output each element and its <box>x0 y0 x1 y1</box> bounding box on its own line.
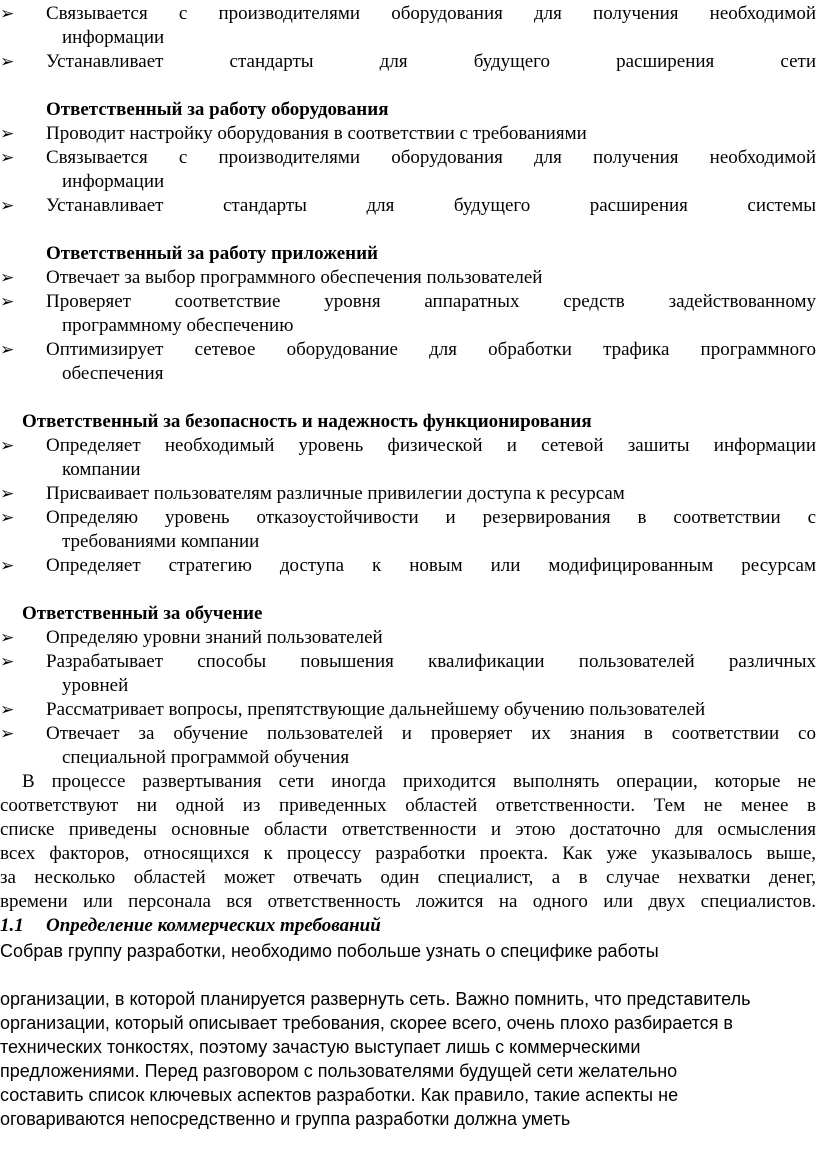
arrow-bullet-icon: ➢ <box>0 124 15 144</box>
arrow-bullet-icon: ➢ <box>0 556 15 576</box>
paragraph-line <box>0 1059 816 1083</box>
arrow-bullet-icon: ➢ <box>0 628 15 648</box>
paragraph-text: списке приведены основные области ответственности и этою достаточно для осмысления <box>0 819 816 840</box>
heading-text: Ответственный за безопасность и надежность функционирования <box>22 411 592 432</box>
list-item-text: Оптимизирует сетевое оборудование для обработки трафика программного <box>46 339 816 360</box>
paragraph-line <box>0 987 816 1011</box>
list-item-text: Устанавливает стандарты для будущего расширения сети <box>46 51 816 72</box>
paragraph-line <box>0 1107 816 1131</box>
list-item-text: уровней <box>62 675 129 696</box>
list-item <box>0 554 816 578</box>
list-item-continuation <box>0 746 816 770</box>
list-item-text: Определяю уровень отказоустойчивости и резервирования в соответствии с <box>46 507 816 528</box>
arrow-bullet-icon: ➢ <box>0 700 15 720</box>
paragraph-text: организации, который описывает требования, скорее всего, очень плохо разбирается в <box>0 1013 733 1033</box>
list-item-text: Разрабатывает способы повышения квалификации пользователей различных <box>46 651 816 672</box>
list-item-continuation <box>0 530 816 554</box>
list-item-text: требованиями компании <box>62 531 260 552</box>
paragraph-text: технических тонкостях, поэтому зачастую выступает лишь с коммерческими <box>0 1037 641 1057</box>
paragraph-line <box>0 1083 816 1107</box>
paragraph-text: организации, в которой планируется развернуть сеть. Важно помнить, что представитель <box>0 989 751 1009</box>
heading-text: Ответственный за работу оборудования <box>46 99 389 120</box>
arrow-bullet-icon: ➢ <box>0 484 15 504</box>
paragraph-line <box>0 1011 816 1035</box>
list-item <box>0 50 816 74</box>
list-item <box>0 194 816 218</box>
paragraph-line <box>0 794 816 818</box>
list-item <box>0 506 816 530</box>
paragraph-text: за несколько областей может отвечать один специалист, а в случае нехватки денег, <box>0 867 816 888</box>
list-item-text: Связывается с производителями оборудования для получения необходимой <box>46 147 816 168</box>
paragraph-line <box>0 866 816 890</box>
list-item <box>0 146 816 170</box>
arrow-bullet-icon: ➢ <box>0 196 15 216</box>
arrow-bullet-icon: ➢ <box>0 148 15 168</box>
arrow-bullet-icon: ➢ <box>0 340 15 360</box>
list-item <box>0 2 816 26</box>
paragraph-text: Собрав группу разработки, необходимо побольше узнать о специфике работы <box>0 941 659 961</box>
list-item <box>0 722 816 746</box>
list-item-text: специальной программой обучения <box>62 747 350 768</box>
list-item <box>0 338 816 362</box>
heading-text: Ответственный за работу приложений <box>46 243 378 264</box>
list-item-text: Связывается с производителями оборудования для получения необходимой <box>46 3 816 24</box>
paragraph-line <box>0 890 816 914</box>
paragraph-line <box>0 770 816 794</box>
section-number: 1.1 <box>0 915 24 936</box>
arrow-bullet-icon: ➢ <box>0 4 15 24</box>
paragraph-text: всех факторов, относящихся к процессу разработки проекта. Как уже указывалось выше, <box>0 843 816 864</box>
list-item-text: Присваивает пользователям различные привилегии доступа к ресурсам <box>46 483 625 504</box>
arrow-bullet-icon: ➢ <box>0 508 15 528</box>
list-item-text: Проверяет соответствие уровня аппаратных средств задействованному <box>46 291 816 312</box>
arrow-bullet-icon: ➢ <box>0 724 15 744</box>
list-item-continuation <box>0 674 816 698</box>
paragraph-text: оговариваются непосредственно и группа разработки должна уметь <box>0 1109 571 1129</box>
arrow-bullet-icon: ➢ <box>0 268 15 288</box>
list-item-text: Отвечает за выбор программного обеспечения пользователей <box>46 267 543 288</box>
section-heading <box>0 602 816 626</box>
list-item-text: Проводит настройку оборудования в соответствии с требованиями <box>46 123 587 144</box>
list-item <box>0 482 816 506</box>
list-item <box>0 434 816 458</box>
list-item-text: информации <box>62 171 165 192</box>
list-item <box>0 290 816 314</box>
list-item-text: Определяет стратегию доступа к новым или модифицированным ресурсам <box>46 555 816 576</box>
paragraph-text: В процессе развертывания сети иногда приходится выполнять операции, которые не <box>22 771 816 792</box>
arrow-bullet-icon: ➢ <box>0 436 15 456</box>
list-item-continuation <box>0 314 816 338</box>
list-item-text: Определяю уровни знаний пользователей <box>46 627 383 648</box>
paragraph-line <box>0 939 816 963</box>
paragraph-text: времени или персонала вся ответственность ложится на одного или двух специалистов. <box>0 891 816 912</box>
list-item-text: обеспечения <box>62 363 164 384</box>
paragraph-line <box>0 1035 816 1059</box>
subsection-title <box>0 914 816 938</box>
list-item-text: Рассматривает вопросы, препятствующие дальнейшему обучению пользователей <box>46 699 706 720</box>
list-item <box>0 626 816 650</box>
list-item <box>0 122 816 146</box>
arrow-bullet-icon: ➢ <box>0 652 15 672</box>
list-item-text: Отвечает за обучение пользователей и проверяет их знания в соответствии со <box>46 723 816 744</box>
list-item-text: программному обеспечению <box>62 315 294 336</box>
heading-text: Ответственный за обучение <box>22 603 263 624</box>
paragraph-line <box>0 842 816 866</box>
list-item-text: Определяет необходимый уровень физической и сетевой зашиты информации <box>46 435 816 456</box>
list-item-continuation <box>0 170 816 194</box>
list-item-continuation <box>0 26 816 50</box>
arrow-bullet-icon: ➢ <box>0 292 15 312</box>
list-item <box>0 266 816 290</box>
section-heading <box>0 98 816 122</box>
section-title-text: Определение коммерческих требований <box>46 915 381 936</box>
list-item-text: компании <box>62 459 141 480</box>
list-item-text: Устанавливает стандарты для будущего расширения системы <box>46 195 816 216</box>
list-item <box>0 650 816 674</box>
section-heading <box>0 242 816 266</box>
paragraph-text: соответствуют ни одной из приведенных областей ответственности. Тем не менее в <box>0 795 816 816</box>
arrow-bullet-icon: ➢ <box>0 52 15 72</box>
paragraph-text: предложениями. Перед разговором с пользователями будущей сети желательно <box>0 1061 678 1081</box>
section-heading <box>0 410 816 434</box>
list-item-continuation <box>0 362 816 386</box>
paragraph-line <box>0 818 816 842</box>
list-item-continuation <box>0 458 816 482</box>
paragraph-text: составить список ключевых аспектов разработки. Как правило, такие аспекты не <box>0 1085 679 1105</box>
list-item <box>0 698 816 722</box>
list-item-text: информации <box>62 27 165 48</box>
